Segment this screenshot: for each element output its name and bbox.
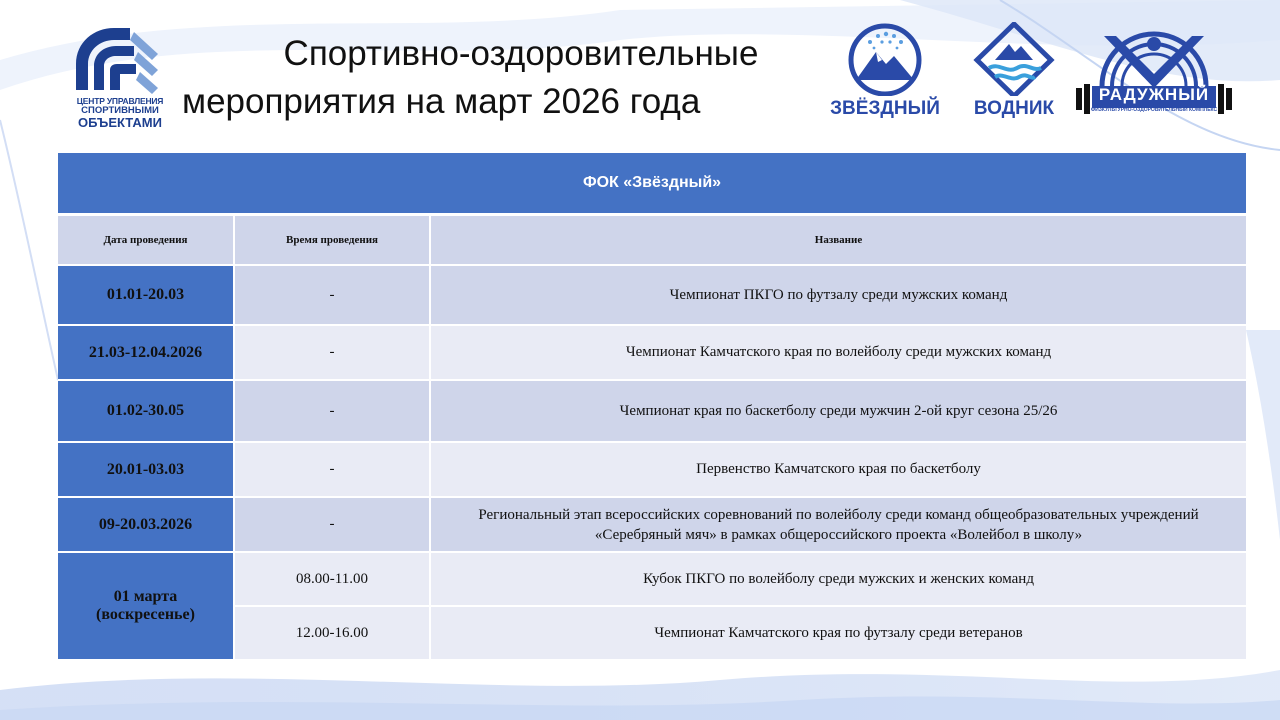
event-name: Чемпионат Камчатского края по волейболу среди мужских команд	[431, 326, 1246, 381]
event-date-weekday: (воскресенье)	[96, 606, 195, 623]
event-name: Первенство Камчатского края по баскетболу	[431, 443, 1246, 498]
table-row	[58, 381, 1246, 443]
page-title	[176, 30, 796, 126]
event-date: 01.02-30.05	[58, 381, 235, 443]
raduzhny-emblem-icon	[1074, 30, 1234, 90]
event-name: Кубок ПКГО по волейболу среди мужских и женских команд	[431, 553, 1246, 607]
column-header-time: Время проведения	[235, 216, 431, 266]
event-name: Чемпионат края по баскетболу среди мужчин 2-ой круг сезона 25/26	[431, 381, 1246, 443]
logo-text-line3: ОБЪЕКТАМИ	[78, 115, 162, 130]
zvezdny-emblem-icon	[826, 22, 944, 96]
event-date-day: 01 марта	[113, 588, 178, 605]
zvezdny-label: ЗВЁЗДНЫЙ	[830, 98, 940, 119]
raduzhny-label: РАДУЖНЫЙ	[1098, 85, 1210, 104]
center-logo	[70, 24, 170, 128]
event-date-group	[58, 553, 235, 661]
events-table	[58, 153, 1246, 661]
event-name: Чемпионат ПКГО по футзалу среди мужских команд	[431, 266, 1246, 326]
column-header-row	[58, 216, 1246, 266]
event-date: 01.01-20.03	[58, 266, 235, 326]
table-row	[58, 266, 1246, 326]
raduzhny-logo	[1074, 30, 1234, 120]
event-time: -	[235, 381, 431, 443]
table-row	[58, 443, 1246, 498]
vodnik-logo	[965, 22, 1063, 122]
zvezdny-logo	[826, 22, 944, 122]
facility-header-row	[58, 153, 1246, 216]
title-line1: Спортивно-оздоровительные	[283, 34, 759, 73]
event-date: 09-20.03.2026	[58, 498, 235, 553]
facility-name: ФОК «Звёздный»	[58, 153, 1246, 216]
event-time: -	[235, 266, 431, 326]
table-row	[58, 607, 1246, 661]
table-row	[58, 553, 1246, 607]
event-time: 08.00-11.00	[235, 553, 431, 607]
event-time: 12.00-16.00	[235, 607, 431, 661]
logo-text-line2: СПОРТИВНЫМИ	[81, 105, 159, 116]
vodnik-emblem-icon	[965, 22, 1063, 96]
column-header-name: Название	[431, 216, 1246, 266]
center-logo-icon	[72, 24, 160, 96]
column-header-date: Дата проведения	[58, 216, 235, 266]
event-time: -	[235, 443, 431, 498]
event-name: Региональный этап всероссийских соревнований по волейболу среди команд общеобразовательных учреждений «Серебряный мяч» в рамках общероссийского проекта «Волейбол в школу»	[431, 498, 1246, 553]
event-time: -	[235, 498, 431, 553]
table-row	[58, 326, 1246, 381]
raduzhny-sublabel: ФИЗКУЛЬТУРНО-ОЗДОРОВИТЕЛЬНЫЙ КОМПЛЕКС	[1090, 107, 1218, 113]
event-date: 20.01-03.03	[58, 443, 235, 498]
event-time: -	[235, 326, 431, 381]
event-name: Чемпионат Камчатского края по футзалу среди ветеранов	[431, 607, 1246, 661]
event-date: 21.03-12.04.2026	[58, 326, 235, 381]
title-line2: мероприятия на март 2026 года	[182, 82, 701, 121]
vodnik-label: ВОДНИК	[973, 98, 1055, 119]
table-row	[58, 498, 1246, 553]
logo-text-line1: ЦЕНТР УПРАВЛЕНИЯ	[76, 96, 164, 106]
